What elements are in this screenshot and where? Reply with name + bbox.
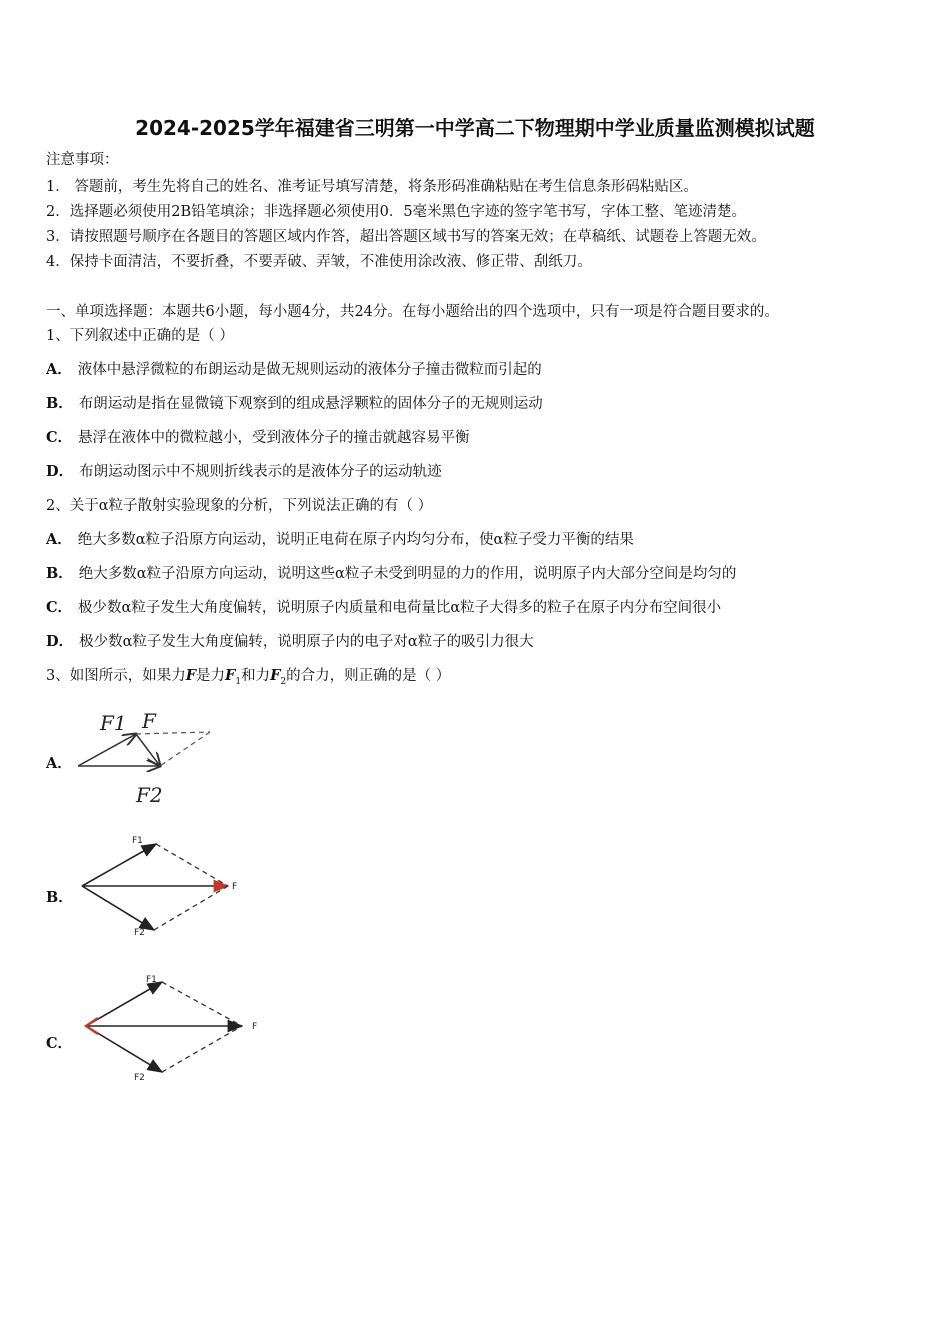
notice-item: 3．请按照题号顺序在各题目的答题区域内作答，超出答题区域书写的答案无效；在草稿纸、试题卷上答题无效。 [46,229,766,245]
label-f1: F1 [132,836,143,846]
question-3-option-c-label: C． [46,1035,73,1052]
label-f: F [232,882,238,892]
f1-vector [78,734,136,766]
question-1-option-c: C． 悬浮在液体中的微粒越小，受到液体分子的撞击就越容易平衡 [46,429,470,446]
f2-vector [82,886,154,930]
question-2-option-b: B． 绝大多数α粒子沿原方向运动，说明这些α粒子未受到明显的力的作用，说明原子内大部分空间是均匀的 [46,565,737,582]
page-title: 2024-2025学年福建省三明第一中学高二下物理期中学业质量监测模拟试题 [135,116,815,140]
notice-item: 4．保持卡面清洁，不要折叠，不要弄破、弄皱，不准使用涂改液、修正带、刮纸刀。 [46,254,592,270]
parallelogram-dash [154,886,228,930]
question-2-option-a: A． 绝大多数α粒子沿原方向运动，说明正电荷在原子内均匀分布，使α粒子受力平衡的结果 [46,531,634,548]
label-f1: F1 [146,975,157,985]
parallelogram-dash [160,732,210,766]
label-f: F [252,1022,258,1032]
parallelogram-dash [156,844,228,886]
force-diagram-b [70,830,260,940]
question-3-option-b-label: B． [46,889,73,906]
label-f: F [142,709,156,733]
question-2-option-d: D． 极少数α粒子发生大角度偏转，说明原子内的电子对α粒子的吸引力很大 [46,633,534,650]
question-1-stem: 1、下列叙述中正确的是（ ） [46,328,234,344]
question-3-option-a-label: A． [46,755,72,772]
force-diagram-a [70,700,230,810]
question-2-option-c: C． 极少数α粒子发生大角度偏转，说明原子内质量和电荷量比α粒子大得多的粒子在原子内分布空间很小 [46,599,722,616]
parallelogram-dash [162,1026,242,1072]
section-heading: 一、单项选择题：本题共6小题，每小题4分，共24分。在每小题给出的四个选项中，只有一项是符合题目要求的。 [46,304,779,320]
label-f1: F1 [100,711,127,735]
f-vector [136,734,160,766]
parallelogram-dash [162,982,242,1026]
force-diagram-c [70,970,280,1090]
question-1-option-d: D． 布朗运动图示中不规则折线表示的是液体分子的运动轨迹 [46,463,442,480]
question-3-stem: 3、如图所示，如果力F是力$F_1$和力$F_2$的合力，则正确的是（ ） [46,667,451,687]
question-2-stem: 2、关于α粒子散射实验现象的分析，下列说法正确的有（ ） [46,498,433,514]
notice-item: 1． 答题前，考生先将自己的姓名、准考证号填写清楚，将条形码准确粘贴在考生信息条形码粘贴区。 [46,179,698,195]
label-f2: F2 [136,783,163,807]
label-f2: F2 [134,928,145,938]
notice-heading: 注意事项： [46,152,119,168]
question-1-option-b: B． 布朗运动是指在显微镜下观察到的组成悬浮颗粒的固体分子的无规则运动 [46,395,543,412]
notice-item: 2．选择题必须使用2B铅笔填涂；非选择题必须使用0．5毫米黑色字迹的签字笔书写，字体工整、笔迹清楚。 [46,204,747,220]
question-1-option-a: A． 液体中悬浮微粒的布朗运动是做无规则运动的液体分子撞击微粒而引起的 [46,361,542,378]
label-f2: F2 [134,1073,145,1083]
f1-vector [82,844,156,886]
